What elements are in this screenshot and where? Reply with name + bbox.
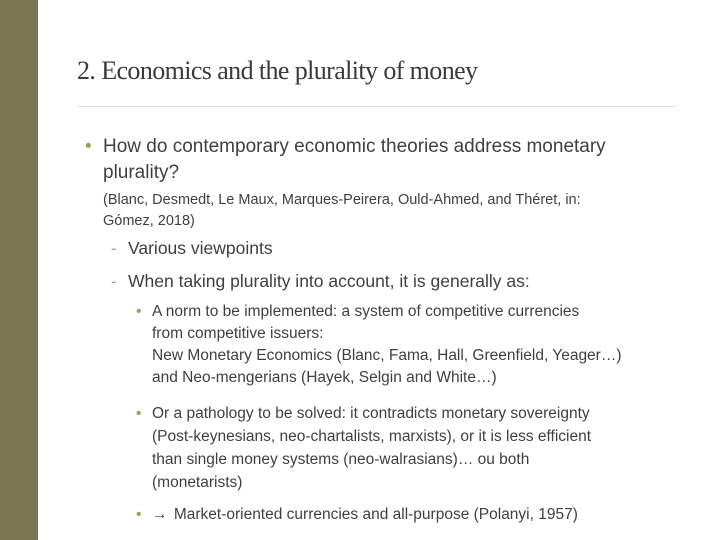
bullet-marker <box>136 301 141 322</box>
right-arrow-icon: → <box>152 506 168 523</box>
dash-marker <box>111 236 117 260</box>
bullet-marker <box>136 403 141 424</box>
bullet1-line1: How do contemporary economic theories address monetary <box>103 136 606 157</box>
slide-sidebar-accent <box>0 0 38 540</box>
slide-title: 2. Economics and the plurality of money <box>77 56 478 85</box>
bullet-dot-icon: • <box>85 136 92 157</box>
item1-line2: from competitive issuers: <box>152 325 324 342</box>
item3-text: Market-oriented currencies and all-purpose (Polanyi, 1957) <box>173 506 578 523</box>
dash-marker <box>111 269 117 293</box>
bullet1-citation-line1: (Blanc, Desmedt, Le Maux, Marques-Peirera, Ould-Ahmed, and Théret, in: <box>103 192 581 208</box>
bullet-dot-icon: • <box>136 506 142 523</box>
dash-icon: - <box>111 238 117 258</box>
bullet-dot-icon: • <box>136 405 142 422</box>
item1-line3: New Monetary Economics (Blanc, Fama, Hall, Greenfield, Yeager…) <box>152 347 622 364</box>
bullet-marker <box>85 134 92 159</box>
item2-line3: than single money systems (neo-walrasians)… ou both <box>152 451 530 468</box>
item3-line <box>152 504 578 525</box>
item1-line1: A norm to be implemented: a system of competitive currencies <box>152 303 580 320</box>
bullet-dot-icon: • <box>136 303 142 320</box>
item2-line2: (Post-keynesians, neo-chartalists, marxists), or it is less efficient <box>152 428 592 445</box>
title-divider <box>77 106 677 107</box>
bullet1-line2: plurality? <box>103 162 180 183</box>
sub-item-2: When taking plurality into account, it is generally as: <box>128 271 530 291</box>
item2-line1: Or a pathology to be solved: it contradicts monetary sovereignty <box>152 405 590 422</box>
bullet1-citation-line2: Gómez, 2018) <box>103 213 195 229</box>
item2-line4: (monetarists) <box>152 474 243 491</box>
dash-icon: - <box>111 271 117 291</box>
sub-item-1: Various viewpoints <box>128 238 273 258</box>
bullet-marker <box>136 504 141 525</box>
item1-line4: and Neo-mengerians (Hayek, Selgin and White…) <box>152 369 497 386</box>
